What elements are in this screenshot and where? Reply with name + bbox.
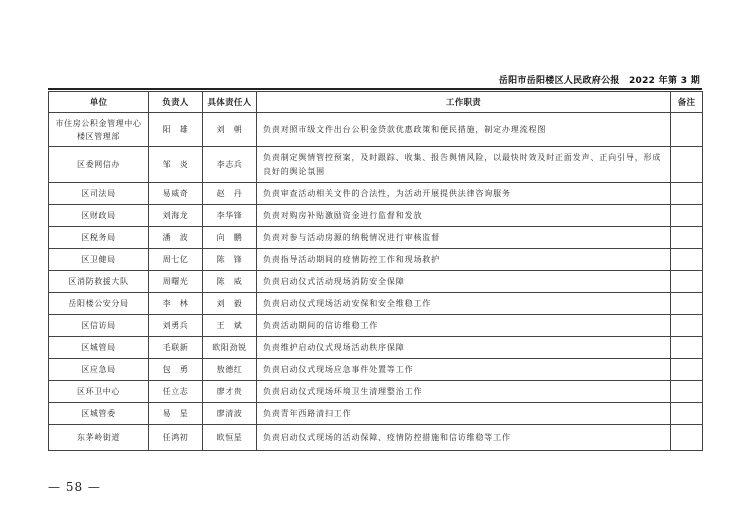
cell-remark [671, 249, 703, 271]
cell-unit: 区城管局 [49, 337, 149, 359]
cell-unit: 区卫健局 [49, 249, 149, 271]
cell-responsible: 刘 毅 [203, 293, 257, 315]
cell-leader: 刘勇兵 [149, 315, 203, 337]
page-number: — 58 — [48, 480, 101, 494]
table-row [49, 293, 703, 315]
cell-duty: 负责启动仪式现场活动安保和安全维稳工作 [257, 293, 671, 315]
table-header-row [49, 92, 703, 113]
cell-duty: 负责青年西路清扫工作 [257, 403, 671, 425]
cell-duty: 负责维护启动仪式现场活动秩序保障 [257, 337, 671, 359]
cell-unit: 区司法局 [49, 183, 149, 205]
cell-remark [671, 227, 703, 249]
cell-duty: 负责审查活动相关文件的合法性，为活动开展提供法律咨询服务 [257, 183, 671, 205]
cell-remark [671, 337, 703, 359]
cell-duty: 负责活动期间的信访维稳工作 [257, 315, 671, 337]
cell-leader: 邹 炎 [149, 147, 203, 183]
cell-unit: 岳阳楼公安分局 [49, 293, 149, 315]
table-row [49, 337, 703, 359]
cell-duty: 负责指导活动期间的疫情防控工作和现场救护 [257, 249, 671, 271]
column-header-remark: 备注 [671, 92, 703, 113]
cell-leader: 毛联新 [149, 337, 203, 359]
column-header-leader: 负责人 [149, 92, 203, 113]
cell-responsible: 廖清波 [203, 403, 257, 425]
table-row [49, 227, 703, 249]
cell-duty: 负责制定舆情管控预案，及时跟踪、收集、报告舆情风险，以最快时效及时正面发声、正向引导，形成良好的舆论氛围 [257, 147, 671, 183]
cell-responsible: 刘 朝 [203, 113, 257, 147]
cell-leader: 包 勇 [149, 359, 203, 381]
duty-table [48, 91, 703, 451]
cell-responsible: 欧恒星 [203, 425, 257, 451]
cell-remark [671, 359, 703, 381]
cell-unit: 区税务局 [49, 227, 149, 249]
cell-responsible: 李华锋 [203, 205, 257, 227]
column-header-unit: 单位 [49, 92, 149, 113]
cell-unit: 区消防救援大队 [49, 271, 149, 293]
table-row [49, 147, 703, 183]
cell-leader: 潘 波 [149, 227, 203, 249]
cell-responsible: 廖才贵 [203, 381, 257, 403]
cell-responsible: 李志兵 [203, 147, 257, 183]
cell-leader: 李 林 [149, 293, 203, 315]
cell-responsible: 敖德红 [203, 359, 257, 381]
gazette-title: 岳阳市岳阳楼区人民政府公报 2022 年第 3 期 [498, 76, 700, 86]
column-header-duty: 工作职责 [257, 92, 671, 113]
cell-responsible: 陈 威 [203, 271, 257, 293]
table-row [49, 381, 703, 403]
cell-remark [671, 293, 703, 315]
table-row [49, 315, 703, 337]
cell-leader: 任鸿初 [149, 425, 203, 451]
cell-remark [671, 205, 703, 227]
header-rule [48, 88, 702, 90]
table-row [49, 183, 703, 205]
table-row [49, 113, 703, 147]
cell-remark [671, 147, 703, 183]
cell-unit: 区委网信办 [49, 147, 149, 183]
cell-responsible: 向 鹏 [203, 227, 257, 249]
cell-duty: 负责启动仪式现场应急事件处置等工作 [257, 359, 671, 381]
cell-responsible: 欧阳劲锐 [203, 337, 257, 359]
table-row [49, 425, 703, 451]
cell-remark [671, 381, 703, 403]
cell-duty: 负责启动仪式现场环境卫生清理整治工作 [257, 381, 671, 403]
cell-unit: 东茅岭街道 [49, 425, 149, 451]
cell-leader: 刘海龙 [149, 205, 203, 227]
cell-unit: 区环卫中心 [49, 381, 149, 403]
table-row [49, 249, 703, 271]
column-header-responsible: 具体责任人 [203, 92, 257, 113]
cell-leader: 周曙光 [149, 271, 203, 293]
cell-remark [671, 271, 703, 293]
cell-duty: 负责对购房补贴激励资金进行监督和发放 [257, 205, 671, 227]
table-row [49, 205, 703, 227]
cell-unit: 市住房公积金管理中心楼区管理部 [49, 113, 149, 147]
cell-unit: 区应急局 [49, 359, 149, 381]
cell-duty: 负责启动仪式现场的活动保障、疫情防控措施和信访维稳等工作 [257, 425, 671, 451]
cell-duty: 负责对参与活动房源的纳税情况进行审核监督 [257, 227, 671, 249]
table-row [49, 271, 703, 293]
table-row [49, 359, 703, 381]
cell-duty: 负责启动仪式活动现场消防安全保障 [257, 271, 671, 293]
cell-leader: 易威奇 [149, 183, 203, 205]
cell-remark [671, 113, 703, 147]
cell-leader: 阳 雄 [149, 113, 203, 147]
cell-leader: 周七亿 [149, 249, 203, 271]
cell-leader: 易 星 [149, 403, 203, 425]
cell-responsible: 王 斌 [203, 315, 257, 337]
cell-remark [671, 183, 703, 205]
cell-unit: 区城管委 [49, 403, 149, 425]
cell-remark [671, 425, 703, 451]
cell-leader: 任立志 [149, 381, 203, 403]
cell-unit: 区财政局 [49, 205, 149, 227]
cell-unit: 区信访局 [49, 315, 149, 337]
table-row [49, 403, 703, 425]
cell-responsible: 陈 锋 [203, 249, 257, 271]
cell-duty: 负责对照市级文件出台公积金贷款优惠政策和便民措施，制定办理流程图 [257, 113, 671, 147]
cell-remark [671, 315, 703, 337]
cell-responsible: 赵 丹 [203, 183, 257, 205]
cell-remark [671, 403, 703, 425]
